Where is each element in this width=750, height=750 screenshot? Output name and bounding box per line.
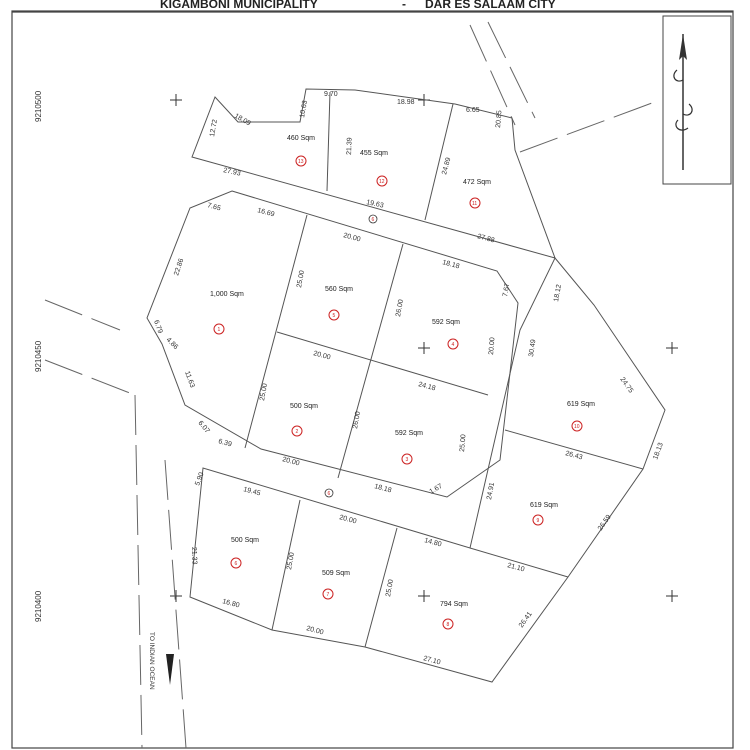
dim-label: 1.67 [428,482,444,496]
dim-label: 27.93 [222,167,242,178]
dim-label: 27.88 [476,233,496,245]
plot-6-area: 500 Sqm [231,537,260,544]
header-municipality: KIGAMBONI MUNICIPALITY [160,0,318,11]
dim-label: 20.00 [305,625,325,637]
dim-label: 6.07 [196,419,211,435]
dim-label: 21.10 [506,562,526,574]
plot-9-area: 619 Sqm [530,502,559,509]
dim-label: 7.67 [502,282,512,298]
dim-label: 26.00 [352,410,363,430]
dim-label: 25.00 [459,434,468,453]
plot-13-area: 460 Sqm [287,135,316,142]
dim-label: 20.00 [338,514,358,526]
plot-8-area: 794 Sqm [440,601,469,608]
header-separator: - [402,0,406,11]
dim-label: 19.45 [242,486,262,498]
dim-label: 26.41 [517,610,534,630]
dim-label: 16.80 [221,598,241,610]
plot-9-number: 9 [536,518,540,524]
dim-label: 20.00 [342,232,362,244]
plot-7-area: 509 Sqm [322,570,351,577]
plot-3-area: 592 Sqm [395,430,424,437]
dim-label: 21.33 [190,546,198,565]
dim-label: 20.00 [312,350,332,362]
plot-1-number: 1 [217,327,221,333]
plot-1-area: 1,000 Sqm [210,291,244,298]
dim-label: 26.59 [596,513,613,533]
dim-label: 24.75 [618,376,635,395]
plot-12-number: 12 [379,179,385,185]
plot-11-number: 11 [472,201,478,207]
plot-11-area: 472 Sqm [463,179,492,186]
dim-label: 25.00 [259,382,270,402]
dim-label: 6.79 [152,319,164,335]
northing-label-1: 9210500 [34,90,43,122]
dim-label: 20.00 [281,456,301,468]
plot-4-number: 4 [451,342,455,348]
plot-3-number: 3 [405,457,409,463]
plot-10-number: 10 [574,424,580,430]
plot-5-number: 5 [332,313,336,319]
dim-label: 20.00 [488,337,497,356]
dim-label: 18.13 [652,441,665,461]
plot-7-number: 7 [326,592,330,598]
road-marker-bottom: 6 [327,491,331,497]
dim-label: 19.63 [365,199,385,210]
dim-label: 25.00 [286,551,297,571]
dim-label: 16.69 [256,207,276,219]
plot-8-number: 8 [446,622,450,628]
dim-label: 11.63 [183,370,196,389]
dim-label: 14.80 [423,537,443,549]
plot-10-area: 619 Sqm [567,401,596,408]
dim-label: 18.09 [233,112,252,128]
northing-label-2: 9210450 [34,340,43,372]
dim-label: 22.86 [173,257,186,277]
road-label: TO INDIAN OCEAN [148,632,155,690]
plot-5-area: 560 Sqm [325,286,354,293]
plot-2-number: 2 [295,429,299,435]
plot-13-number: 13 [298,159,304,165]
dim-label: 26.00 [395,298,406,318]
plot-4-area: 592 Sqm [432,319,461,326]
dim-label: 5.90 [194,471,206,487]
dim-label: 24.91 [486,481,497,501]
dim-label: 4.86 [164,336,180,352]
header-city: DAR ES SALAAM CITY [425,0,556,11]
dim-label: 27.10 [422,655,442,667]
dim-label: 7.65 [206,202,222,213]
dim-label: 24.18 [417,381,437,393]
dim-label: 6.39 [217,438,233,449]
plot-2-area: 500 Sqm [290,403,319,410]
dim-label: 9.70 [324,91,338,98]
dim-label: 18.12 [553,283,564,303]
northing-label-3: 9210400 [34,590,43,622]
dim-label: 24.89 [441,156,453,176]
dim-label: 18.18 [441,259,461,271]
plot-12-area: 455 Sqm [360,150,389,157]
dim-label: 30.49 [528,338,538,358]
dim-label: 12.72 [209,118,220,138]
road-marker-top: 6 [371,217,375,223]
dim-label: 26.43 [564,450,584,462]
dim-label: 25.00 [296,269,307,289]
dim-label: 18.98 [397,99,415,106]
dim-label: 20.85 [495,110,504,129]
plot-6-number: 6 [234,561,238,567]
dim-label: 25.00 [385,578,396,598]
dim-label: 21.39 [346,137,354,156]
dim-label: 18.18 [373,483,393,495]
dim-label: 10.63 [299,99,310,119]
dim-label: 6.65 [466,107,480,114]
